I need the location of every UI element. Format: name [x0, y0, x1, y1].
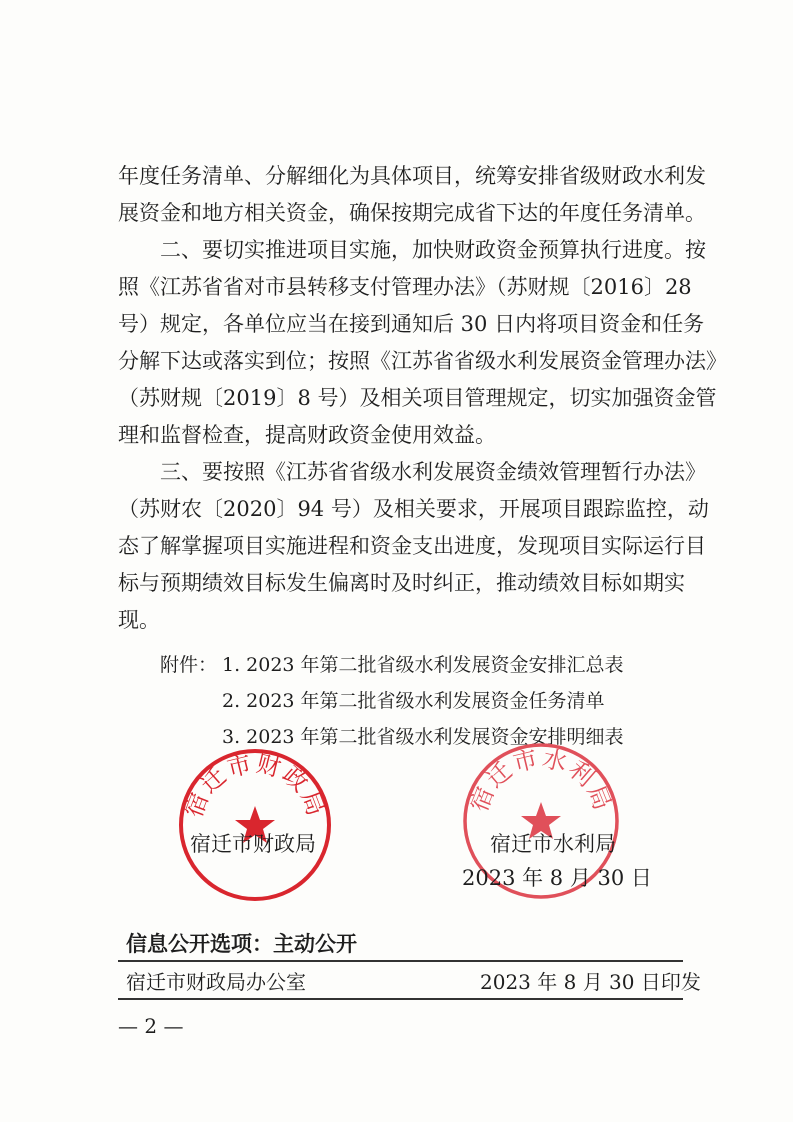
- disclosure-option: 信息公开选项：主动公开: [126, 932, 357, 956]
- paragraph-3: [118, 454, 718, 639]
- paragraph-line: 理和监督检查，提高财政资金使用效益。: [118, 423, 496, 447]
- signature-date: 2023 年 8 月 30 日: [462, 866, 652, 890]
- paragraph-line: （苏财农〔2020〕94 号）及相关要求，开展项目跟踪监控，动: [118, 497, 709, 521]
- paragraph-line: 照《江苏省省对市县转移支付管理办法》（苏财规〔2016〕28: [118, 275, 692, 299]
- paragraph-line: （苏财规〔2019〕8 号）及相关项目管理规定，切实加强资金管: [118, 386, 717, 410]
- attachment-item-1: 1. 2023 年第二批省级水利发展资金安排汇总表: [222, 654, 624, 676]
- finance-bureau-seal: [176, 746, 334, 904]
- attachment-item-3: 3. 2023 年第二批省级水利发展资金安排明细表: [222, 726, 624, 748]
- attachments-label: 附件：: [160, 654, 218, 676]
- paragraph-line: 展资金和地方相关资金，确保按期完成省下达的年度任务清单。: [118, 201, 706, 225]
- paragraph-line: 号）规定，各单位应当在接到通知后 30 日内将项目资金和任务: [118, 312, 705, 336]
- paragraph-line: 二、要切实推进项目实施，加快财政资金预算执行进度。按: [160, 238, 706, 262]
- paragraph-line: 标与预期绩效目标发生偏离时及时纠正，推动绩效目标如期实: [118, 571, 685, 595]
- seal-lettering: 宿迁市财政局: [179, 749, 331, 822]
- paragraph-line: 年度任务清单、分解细化为具体项目，统筹安排省级财政水利发: [118, 164, 706, 188]
- paragraph-line: 态了解掌握项目实施进程和资金支出进度，发现项目实际运行目: [118, 534, 706, 558]
- seal-lettering: 宿迁市水利局: [464, 744, 618, 816]
- paragraph-line: 三、要按照《江苏省省级水利发展资金绩效管理暂行办法》: [160, 460, 706, 484]
- footer-issuer: 宿迁市财政局办公室: [126, 970, 306, 994]
- paragraph-1: [118, 158, 718, 232]
- paragraph-line: 现。: [118, 608, 160, 632]
- attachment-item-2: 2. 2023 年第二批省级水利发展资金任务清单: [222, 690, 605, 712]
- footer-bottom-rule: [118, 998, 683, 1000]
- paragraph-2: [118, 232, 727, 454]
- footer-issue-date: 2023 年 8 月 30 日印发: [480, 970, 701, 994]
- footer-top-rule: [118, 960, 683, 962]
- paragraph-line: 分解下达或落实到位；按照《江苏省省级水利发展资金管理办法》: [118, 349, 727, 373]
- signature-finance-bureau: 宿迁市财政局: [190, 832, 316, 856]
- page-number: — 2 —: [118, 1014, 184, 1038]
- signature-water-bureau: 宿迁市水利局: [490, 832, 616, 856]
